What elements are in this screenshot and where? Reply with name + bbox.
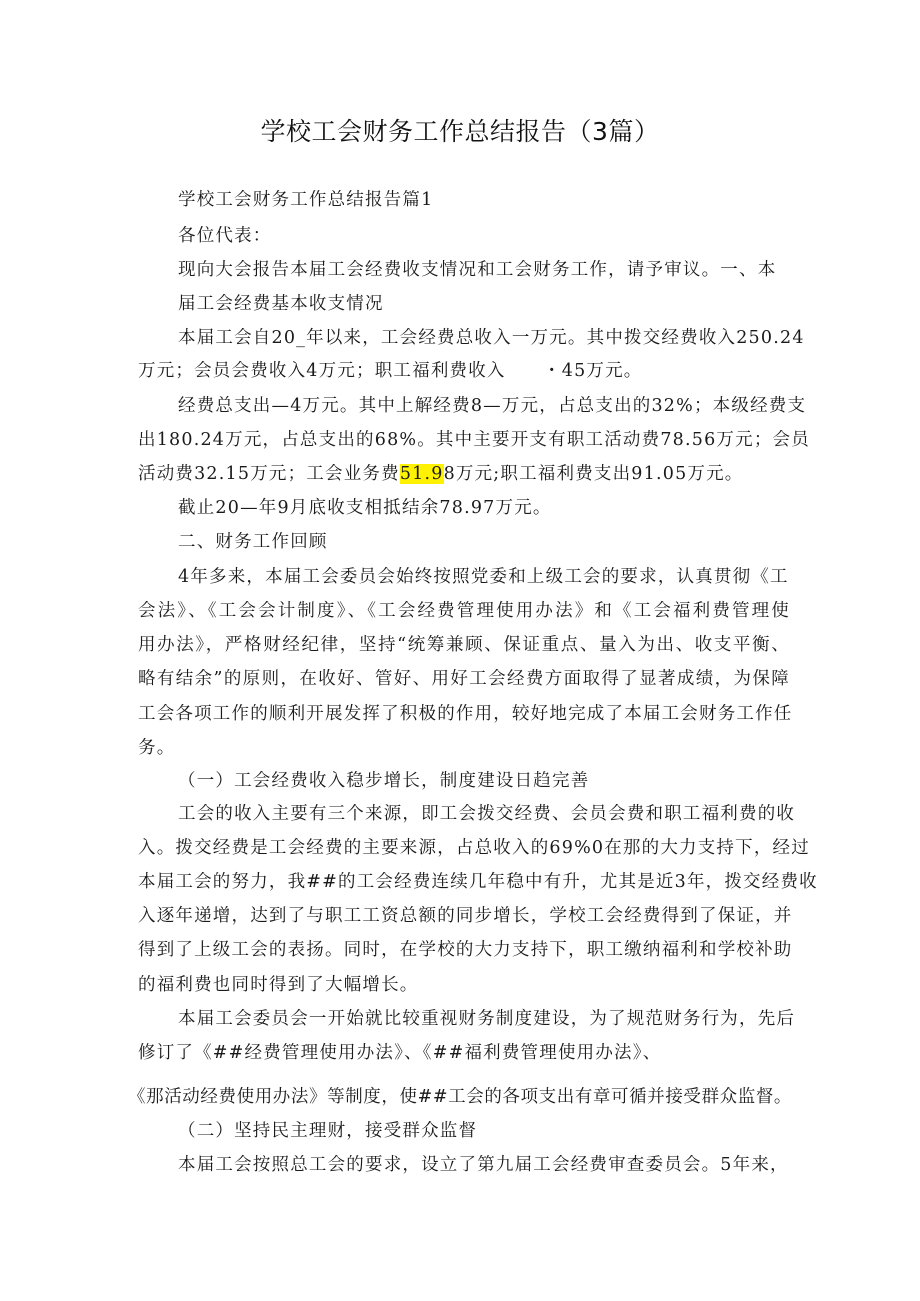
paragraph-line: 入。拨交经费是工会经费的主要来源，占总收入的69%0在那的大力支持下，经过 [138, 838, 810, 858]
paragraph-line: 工会各项工作的顺利开展发挥了积极的作用，较好地完成了本届工会财务工作任 [138, 704, 793, 724]
text-segment: 8万元;职工福利费支出91.05万元。 [443, 464, 744, 484]
paragraph-line: 现向大会报告本届工会经费收支情况和工会财务工作，请予审议。一、本 [178, 260, 777, 280]
paragraph-line: 略有结余”的原则，在收好、管好、用好工会经费方面取得了显著成绩，为保障 [138, 669, 790, 689]
salutation: 各位代表： [178, 226, 272, 246]
paragraph-line: 截止20—年9月底收支相抵结余78.97万元。 [178, 498, 552, 518]
paragraph-line: 万元；会员会费收入4万元；职工福利费收入 ・45万元。 [138, 361, 643, 381]
paragraph-line: 得到了上级工会的表扬。同时，在学校的大力支持下，职工缴纳福利和学校补助 [138, 940, 793, 960]
highlighted-text: 51.9 [399, 464, 444, 484]
subsection-heading: （一）工会经费收入稳步增长，制度建设日趋完善 [178, 771, 590, 791]
paragraph-line: 出180.24万元，占总支出的68%。其中主要开支有职工活动费78.56万元；会员 [138, 430, 810, 450]
paragraph-line: 本届工会自20_年以来，工会经费总收入一万元。其中拨交经费收入250.24 [178, 328, 805, 348]
paragraph-line [138, 462, 744, 486]
paragraph-line: 工会的收入主要有三个来源，即工会拨交经费、会员会费和职工福利费的收 [178, 804, 796, 824]
paragraph-line: 《那活动经费使用办法》等制度，使##工会的各项支出有章可循并接受群众监督。 [128, 1087, 793, 1107]
paragraph-line: 的福利费也同时得到了大幅增长。 [138, 975, 419, 995]
section-heading: 二、财务工作回顾 [178, 532, 328, 552]
paragraph-line: 会法》、《工会会计制度》、《工会经费管理使用办法》和《工会福利费管理使 [138, 601, 790, 621]
paragraph-line: 4年多来，本届工会委员会始终按照党委和上级工会的要求，认真贯彻《工 [178, 567, 789, 587]
paragraph-line: 经费总支出—4万元。其中上解经费8—万元，占总支出的32%；本级经费支 [178, 396, 807, 416]
paragraph-line: 本届工会按照总工会的要求，设立了第九届工会经费审查委员会。5年来， [178, 1155, 789, 1175]
text-segment: 活动费32.15万元；工会业务费 [138, 464, 400, 484]
paragraph-line: 修订了《##经费管理使用办法》、《##福利费管理使用办法》、 [138, 1043, 662, 1063]
paragraph-line: 本届工会委员会一开始就比较重视财务制度建设，为了规范财务行为，先后 [178, 1009, 796, 1029]
paragraph-line: 务。 [138, 738, 176, 758]
document-title: 学校工会财务工作总结报告（3篇） [260, 117, 660, 146]
paragraph-line: 用办法》，严格财经纪律，坚持“统筹兼顾、保证重点、量入为出、收支平衡、 [138, 635, 790, 655]
paragraph-line: 届工会经费基本收支情况 [178, 294, 384, 314]
section-heading: 学校工会财务工作总结报告篇1 [178, 190, 434, 210]
subsection-heading: （二）坚持民主理财，接受群众监督 [178, 1121, 478, 1141]
paragraph-line: 本届工会的努力，我##的工会经费连续几年稳中有升，尤其是近3年，拨交经费收 [138, 872, 818, 892]
paragraph-line: 入逐年递增，达到了与职工工资总额的同步增长，学校工会经费得到了保证，并 [138, 906, 793, 926]
